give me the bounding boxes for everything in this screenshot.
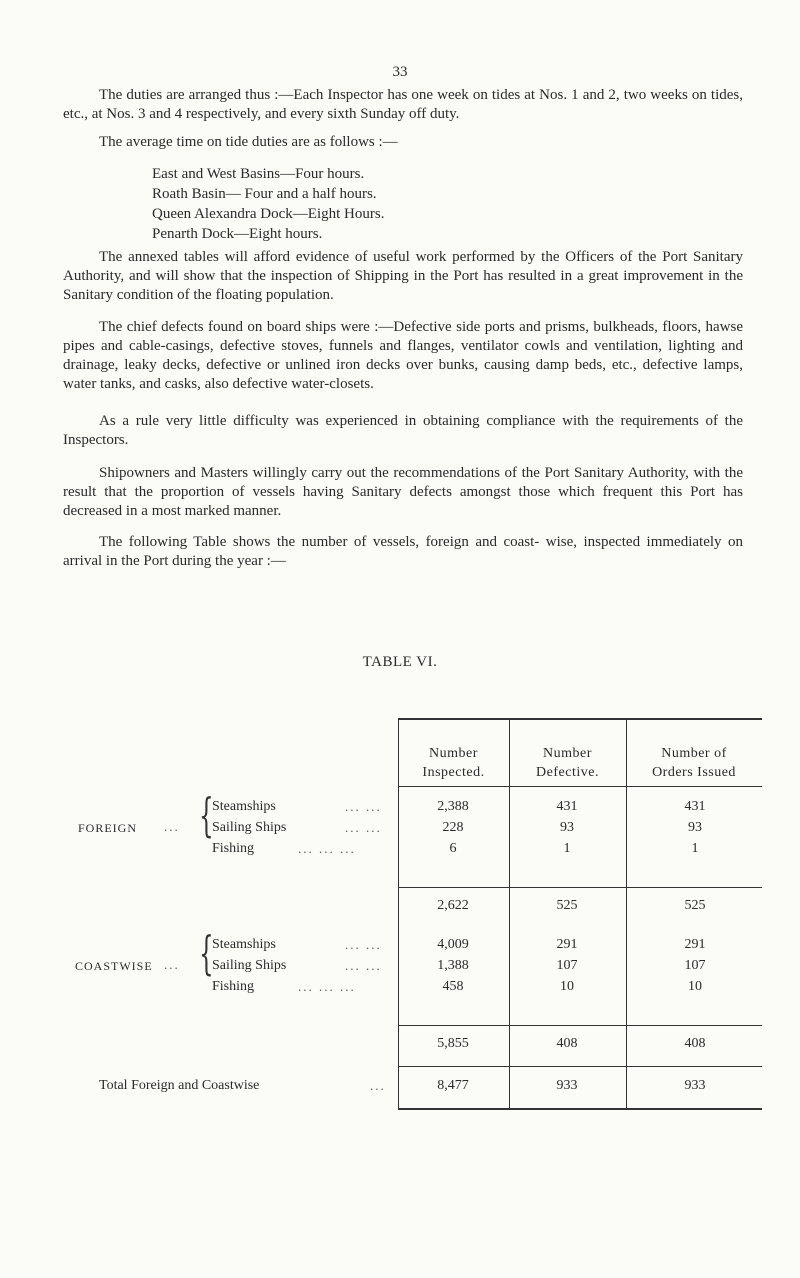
cell-subtotal-defective: 408	[556, 1036, 578, 1051]
cell-inspected: 458	[442, 979, 464, 994]
cell-inspected: 2,388	[437, 799, 469, 814]
leader-dots: ...	[164, 957, 180, 972]
group-label-coastwise: COASTWISE	[75, 959, 153, 973]
tide-duty-item: Queen Alexandra Dock—Eight Hours.	[152, 206, 385, 222]
brace-icon: {	[199, 926, 214, 980]
header-orders-issued: Number of Orders Issued	[652, 746, 736, 780]
paragraph-duties: The duties are arranged thus :—Each Inspector has one week on tides at Nos. 1 and 2, two weeks on tides, etc., at Nos. 3 and 4 respectively, and every sixth Sunday off duty.	[63, 87, 743, 122]
row-label: Steamships	[212, 937, 276, 952]
cell-orders: 291	[684, 937, 706, 952]
row-label: Steamships	[212, 799, 276, 814]
header-number-defective: Number Defective.	[536, 746, 599, 780]
cell-subtotal-inspected: 5,855	[437, 1036, 469, 1051]
cell-total-inspected: 8,477	[437, 1078, 469, 1093]
brace-icon: {	[199, 788, 214, 842]
paragraph-following-table: The following Table shows the number of vessels, foreign and coast- wise, inspected immediately on arrival in the Port during the year :—	[63, 534, 743, 569]
cell-inspected: 4,009	[437, 937, 469, 952]
leader-dots: ... ...	[345, 958, 382, 973]
cell-subtotal-inspected: 2,622	[437, 898, 469, 913]
tide-duties-list	[152, 164, 384, 244]
row-label: Fishing	[212, 979, 255, 994]
leader-dots: ... ...	[345, 799, 382, 814]
paragraph-average-time: The average time on tide duties are as follows :—	[99, 134, 398, 150]
cell-total-defective: 933	[556, 1078, 578, 1093]
total-label: Total Foreign and Coastwise	[99, 1078, 260, 1093]
header-number-inspected: Number Inspected.	[422, 746, 485, 780]
cell-orders: 107	[684, 958, 706, 973]
row-label: Sailing Ships	[212, 820, 287, 835]
cell-subtotal-orders: 408	[684, 1036, 706, 1051]
cell-defective: 431	[556, 799, 578, 814]
row-label: Sailing Ships	[212, 958, 287, 973]
cell-subtotal-orders: 525	[684, 898, 706, 913]
paragraph-annexed-tables: The annexed tables will afford evidence of useful work performed by the Officers of the Port Sanitary Authority, and will show that the inspection of Shipping in the Port has resulted in a great improvement in the Sanitary condition of the floating population.	[63, 249, 743, 303]
cell-orders: 431	[684, 799, 706, 814]
paragraph-shipowners: Shipowners and Masters willingly carry out the recommendations of the Port Sanitary Authority, with the result that the proportion of vessels having Sanitary defects amongst those which frequent this Port has decreased in a most marked manner.	[63, 465, 743, 519]
cell-defective: 1	[563, 841, 571, 856]
table-title: TABLE VI.	[362, 654, 438, 670]
cell-total-orders: 933	[684, 1078, 706, 1093]
page-number: 33	[392, 64, 408, 80]
row-label: Fishing	[212, 841, 255, 856]
leader-dots: ...	[370, 1078, 386, 1093]
leader-dots: ... ... ...	[298, 979, 356, 994]
group-label-foreign: FOREIGN	[78, 821, 138, 835]
cell-orders: 10	[688, 979, 702, 994]
cell-defective: 291	[556, 937, 578, 952]
cell-defective: 107	[556, 958, 578, 973]
cell-inspected: 1,388	[437, 958, 469, 973]
cell-defective: 10	[560, 979, 574, 994]
paragraph-chief-defects: The chief defects found on board ships were :—Defective side ports and prisms, bulkheads, floors, hawse pipes and cable-casings, defective stoves, funnels and flanges, ventilator cowls and ventilation, lighting and drainage, leaky decks, defective or unlined iron decks over bunks, causing damp beds, etc., defective lamps, water tanks, and casks, also defective water-closets.	[63, 319, 743, 392]
tide-duty-item: Roath Basin— Four and a half hours.	[152, 186, 377, 202]
cell-inspected: 228	[442, 820, 464, 835]
cell-inspected: 6	[449, 841, 457, 856]
cell-subtotal-defective: 525	[556, 898, 578, 913]
tide-duty-item: East and West Basins—Four hours.	[152, 166, 365, 182]
leader-dots: ... ... ...	[298, 841, 356, 856]
leader-dots: ...	[164, 819, 180, 834]
cell-orders: 1	[691, 841, 699, 856]
tide-duty-item: Penarth Dock—Eight hours.	[152, 226, 323, 242]
cell-defective: 93	[560, 820, 574, 835]
leader-dots: ... ...	[345, 820, 382, 835]
cell-orders: 93	[688, 820, 702, 835]
paragraph-compliance: As a rule very little difficulty was experienced in obtaining compliance with the requirements of the Inspectors.	[63, 413, 743, 448]
leader-dots: ... ...	[345, 937, 382, 952]
